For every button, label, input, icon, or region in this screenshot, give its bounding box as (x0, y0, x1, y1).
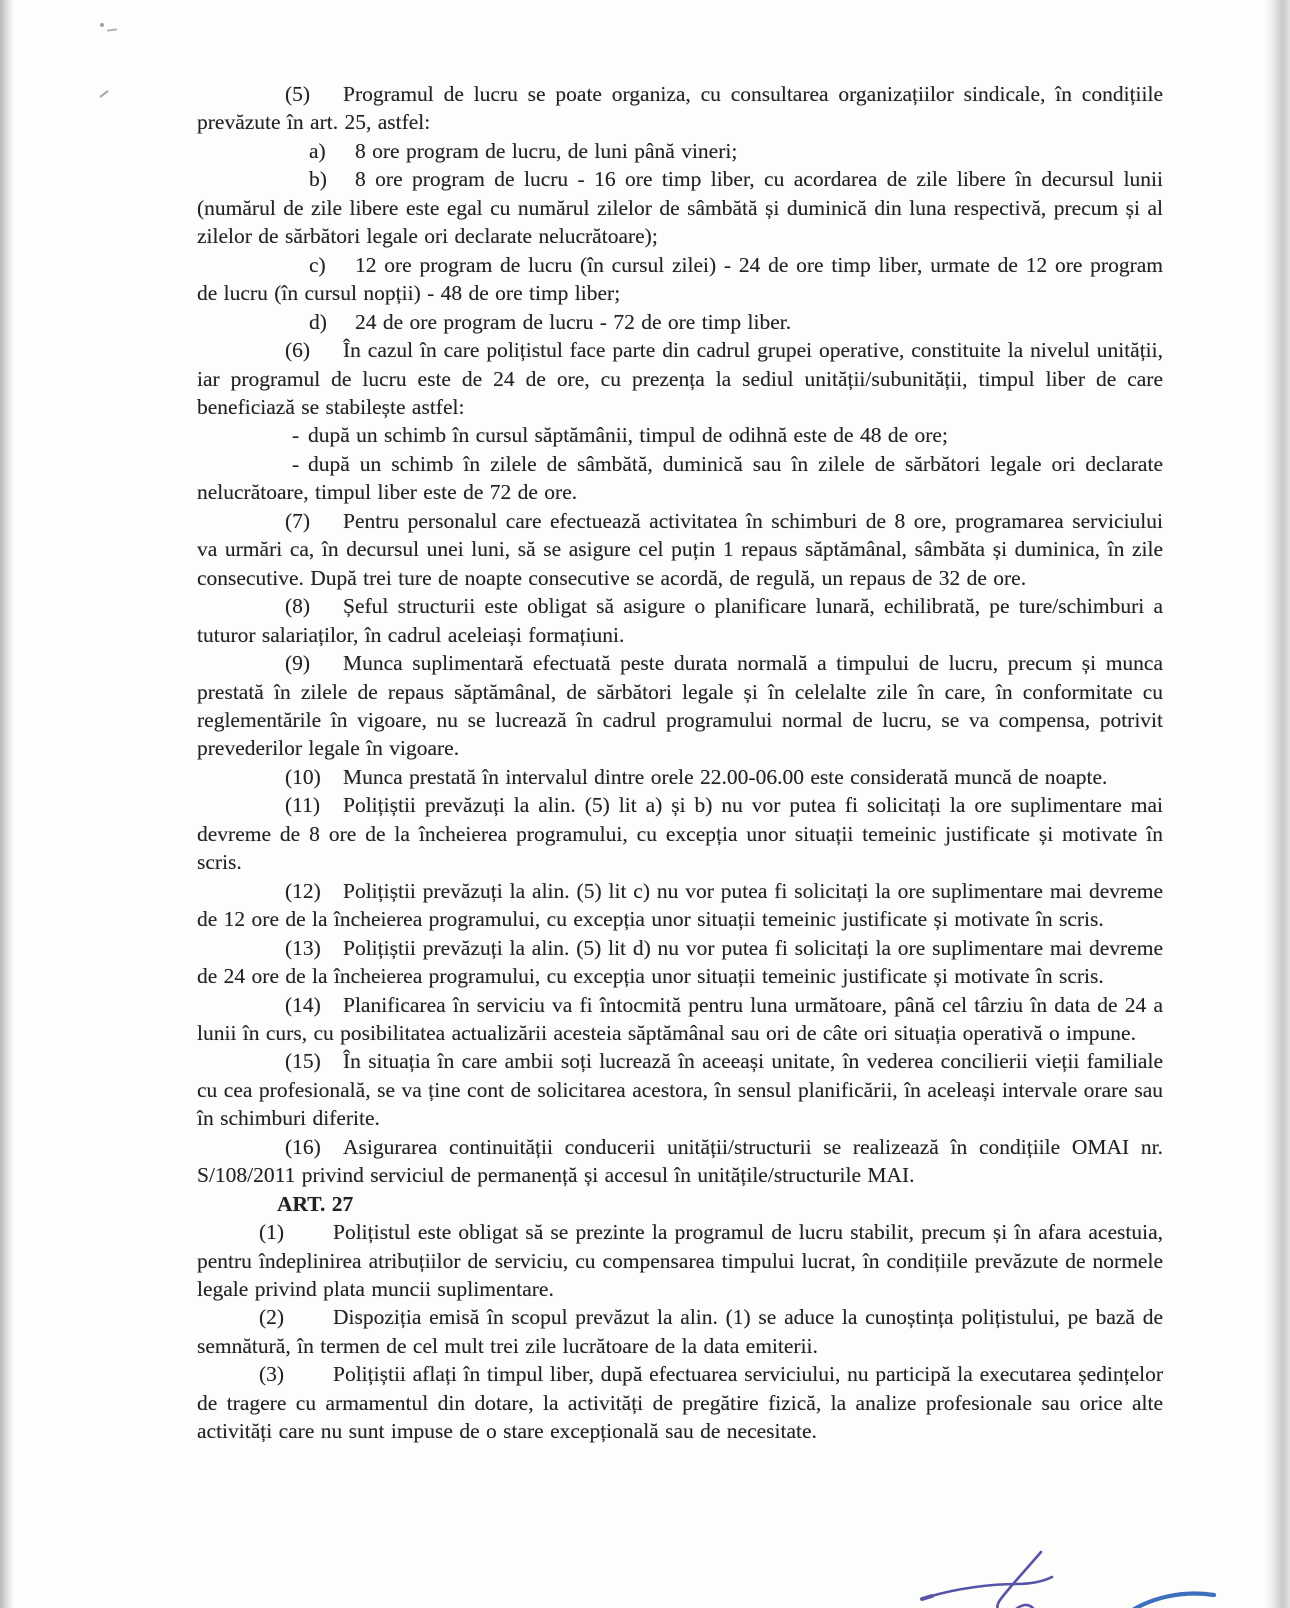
paragraph: (5) Programul de lucru se poate organiza, cu consultarea organizațiilor sindicale, în condițiile prevăzute în art. 25, astfel: (197, 82, 1163, 135)
paragraph: (7) Pentru personalul care efectuează activitatea în schimburi de 8 ore, programarea serviciului va urmări ca, în decursul unei luni, să se asigure cel puțin 1 repaus săptămânal, sâmbăta și duminica, în zile consecutive. După trei ture de noapte consecutive se acordă, de regulă, un repaus de 32 de ore. (197, 508, 1163, 590)
paragraph: c) 12 ore program de lucru (în cursul zilei) - 24 de ore timp liber, urmate de 12 ore program de lucru (în cursul nopții) - 48 de ore timp liber; (197, 252, 1163, 306)
ink-stroke-icon (1128, 1594, 1214, 1608)
paragraph-marker: - (292, 423, 300, 448)
paragraph-marker: (12) (285, 878, 321, 903)
paragraph: (14) Planificarea în serviciu va fi întocmită pentru luna următoare, până cel târziu în data de 24 a lunii în curs, cu posibilitatea actualizării acesteia săptămânal sau ori de câte ori situația operativă o impune. (197, 992, 1163, 1045)
paragraph-marker: (10) (285, 764, 321, 789)
paragraph-marker: (7) (285, 508, 311, 533)
paragraph: (8) Șeful structurii este obligat să asigure o planificare lunară, echilibrată, pe ture/schimburi a tuturor salariaților, în cadrul aceleiași formațiuni. (197, 594, 1163, 647)
paragraph-marker: (3) (259, 1362, 285, 1387)
paragraph: (13) Polițiștii prevăzuți la alin. (5) lit d) nu vor putea fi solicitați la ore suplimentare mai devreme de 24 ore de la încheierea programului, cu excepția unor situații temeinic justificate și motivate în scris. (197, 935, 1163, 989)
paragraph: (16) Asigurarea continuității conducerii unității/structurii se realizează în condițiile OMAI nr. S/108/2011 privind serviciul de permanență și accesul în unitățile/structurile MAI. (197, 1134, 1163, 1188)
paragraph-marker: (9) (285, 651, 311, 676)
paragraph-marker: (5) (285, 82, 311, 106)
paragraph: - după un schimb în cursul săptămânii, timpul de odihnă este de 48 de ore; (197, 421, 1163, 449)
paragraph-marker: b) (309, 167, 327, 192)
paragraph: (15) În situația în care ambii soți lucrează în aceeași unitate, în vederea concilierii vieții familiale cu cea profesională, se va ține cont de solicitarea acestora, în sensul planificării, în aceleași intervale orare sau în schimburi diferite. (197, 1049, 1163, 1131)
paragraph-marker: (11) (285, 793, 321, 818)
paragraph: (2) Dispoziția emisă în scopul prevăzut la alin. (1) se aduce la cunoștința polițistului, pe bază de semnătură, în termen de cel mult trei zile lucrătoare de la data emiterii. (197, 1305, 1163, 1358)
paragraph: - după un schimb în zilele de sâmbătă, duminică sau în zilele de sărbători legale ori declarate nelucrătoare, timpul liber este de 72 de ore. (197, 451, 1163, 505)
paragraph-marker: (15) (285, 1049, 321, 1074)
paragraph: d) 24 de ore program de lucru - 72 de ore timp liber. (197, 308, 1163, 336)
scan-speck-icon (107, 28, 117, 31)
scan-speck-icon (99, 90, 108, 98)
paragraph: a) 8 ore program de lucru, de luni până vineri; (197, 137, 1163, 165)
paragraph-marker: (14) (285, 992, 321, 1017)
scan-edge-right (1264, 0, 1290, 1608)
signature-icon (922, 1552, 1052, 1608)
paragraph-marker: (2) (259, 1305, 285, 1330)
scan-speck-icon (100, 23, 104, 27)
paragraph: (3) Polițiștii aflați în timpul liber, după efectuarea serviciului, nu participă la executarea ședințelor de tragere cu armamentul din dotare, la activități de pregătire fizică, la analize profesionale sau orice alte activități care nu sunt impuse de o stare excepțională sau de necesitate. (197, 1362, 1163, 1444)
paragraph-marker: (6) (285, 338, 311, 363)
paragraph-marker: - (292, 451, 300, 476)
paragraph-marker: c) (309, 252, 326, 277)
paragraph-marker: d) (309, 309, 327, 334)
paragraph-marker: (13) (285, 935, 321, 960)
paragraph: b) 8 ore program de lucru - 16 ore timp liber, cu acordarea de zile libere în decursul lunii (numărul de zile libere este egal cu numărul zilelor de sâmbătă și duminică din luna respectivă, precum și al zilelor de sărbători legale ori declarate nelucrătoare); (197, 167, 1163, 249)
paragraph: (9) Munca suplimentară efectuată peste durata normală a timpului de lucru, precum și munca prestată în zilele de repaus săptămânal, de sărbători legale și în celelalte zile în care, în conformitate cu reglementările în vigoare, nu se lucrează în cadrul programului normal de lucru, se va compensa, potrivit prevederilor legale în vigoare. (197, 651, 1163, 761)
paragraph: (6) În cazul în care polițistul face parte din cadrul grupei operative, constituite la nivelul unității, iar programul de lucru este de 24 de ore, cu prezența la sediul unității/subunității, timpul liber de care beneficiază se stabilește astfel: (197, 338, 1163, 419)
paragraph-marker: (8) (285, 594, 311, 619)
article-heading: ART. 27 (277, 1191, 354, 1216)
paragraph: (10) Munca prestată în intervalul dintre orele 22.00-06.00 este considerată muncă de noapte. (197, 763, 1163, 791)
scan-edge-left (0, 0, 14, 1608)
paragraph: (1) Polițistul este obligat să se prezinte la programul de lucru stabilit, precum și în afara acestuia, pentru îndeplinirea atribuțiilor de serviciu, cu compensarea timpului lucrat, în condițiile prevăzute de normele legale privind plata muncii suplimentare. (197, 1220, 1163, 1302)
paragraph: (12) Polițiștii prevăzuți la alin. (5) lit c) nu vor putea fi solicitați la ore suplimentare mai devreme de 12 ore de la încheierea programului, cu excepția unor situații temeinic justificate și motivate în scris. (197, 878, 1163, 932)
document-body (197, 80, 1163, 1446)
paragraph: (11) Polițiștii prevăzuți la alin. (5) lit a) și b) nu vor putea fi solicitați la ore suplimentare mai devreme de 8 ore de la încheierea programului, cu excepția unor situații temeinic justificate și motivate în scris. (197, 793, 1163, 875)
paragraph-marker: (1) (259, 1220, 285, 1245)
paragraph-marker: a) (309, 138, 326, 163)
paragraph-marker: (16) (285, 1134, 321, 1159)
